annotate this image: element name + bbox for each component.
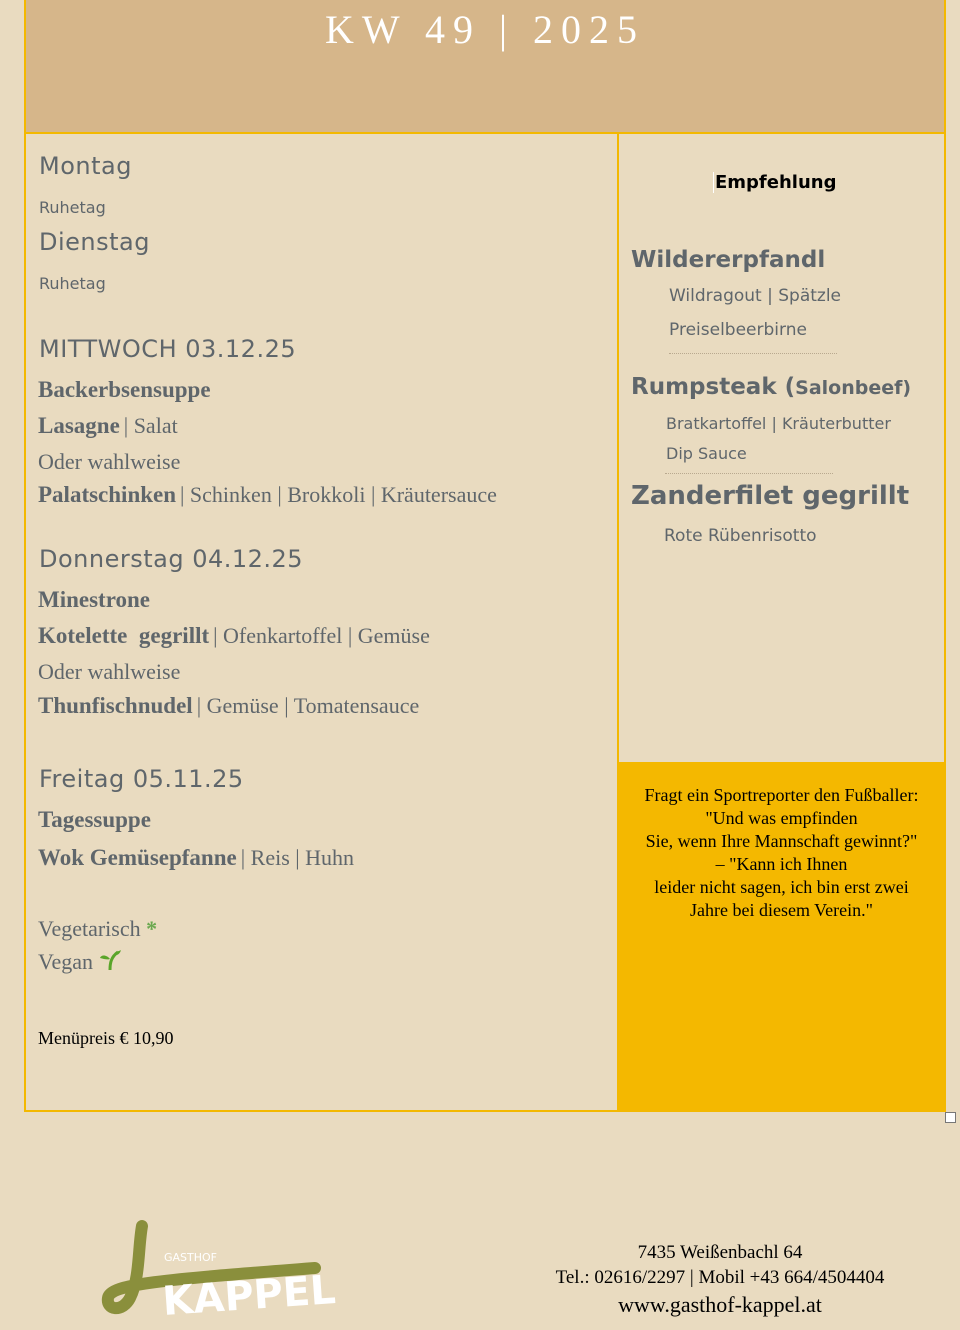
divider bbox=[669, 353, 837, 354]
recommendation-heading: Empfehlung bbox=[715, 172, 837, 193]
menu-price: Menüpreis € 10,90 bbox=[38, 1028, 174, 1048]
legend-vegetarian: Vegetarisch bbox=[38, 916, 141, 941]
weekly-menu bbox=[26, 134, 619, 1110]
phone: Tel.: 02616/2297 | Mobil +43 664/4504404 bbox=[555, 1267, 885, 1288]
rec-line: Dip Sauce bbox=[666, 444, 747, 463]
joke-line: Sie, wenn Ihre Mannschaft gewinnt?" bbox=[645, 831, 918, 851]
thu-alt: Oder wahlweise bbox=[38, 659, 181, 684]
rec-title-1: Wildererpfandl bbox=[631, 247, 826, 273]
thu-main2-sides: | Gemüse | Tomatensauce bbox=[196, 693, 420, 718]
rec-line: Preiselbeerbirne bbox=[669, 320, 807, 340]
day-tuesday-note: Ruhetag bbox=[39, 274, 106, 293]
resize-handle[interactable] bbox=[945, 1112, 956, 1123]
day-monday-note: Ruhetag bbox=[39, 198, 106, 217]
week-title: KW 49 | 2025 bbox=[325, 7, 645, 52]
website-link[interactable]: www.gasthof-kappel.at bbox=[618, 1292, 822, 1317]
divider bbox=[665, 473, 833, 474]
menu-frame bbox=[24, 0, 946, 1112]
rec-line: Bratkartoffel | Kräuterbutter bbox=[666, 414, 891, 433]
wed-main2: Palatschinken bbox=[38, 482, 177, 507]
thu-main1: Kotelette gegrillt bbox=[38, 623, 210, 648]
rec-title-3: Zanderfilet gegrillt bbox=[631, 481, 910, 511]
day-thursday: Donnerstag 04.12.25 bbox=[39, 545, 304, 573]
joke-line: Fragt ein Sportreporter den Fußballer: bbox=[644, 785, 919, 805]
rec-line: Rote Rübenrisotto bbox=[664, 526, 817, 546]
fri-main1: Wok Gemüsepfanne bbox=[38, 845, 237, 870]
day-wednesday: MITTWOCH 03.12.25 bbox=[39, 335, 297, 363]
day-friday: Freitag 05.11.25 bbox=[39, 765, 244, 793]
logo-big-text: KAPPEL bbox=[161, 1267, 338, 1325]
joke-line: – "Kann ich Ihnen bbox=[715, 854, 848, 874]
joke-line: Jahre bei diesem Verein." bbox=[690, 900, 873, 920]
fri-main1-sides: | Reis | Huhn bbox=[240, 845, 355, 870]
wed-main2-sides: | Schinken | Brokkoli | Kräutersauce bbox=[180, 482, 497, 507]
joke-box bbox=[619, 762, 944, 1110]
wed-main1: Lasagne bbox=[38, 413, 120, 438]
thu-main1-sides: | Ofenkartoffel | Gemüse bbox=[213, 623, 430, 648]
day-monday: Montag bbox=[39, 152, 132, 180]
asterisk-icon: * bbox=[146, 916, 158, 941]
wed-main1-sides: | Salat bbox=[123, 413, 178, 438]
wed-alt: Oder wahlweise bbox=[38, 449, 181, 474]
gasthof-kappel-logo bbox=[100, 1218, 340, 1326]
logo-small-text: GASTHOF bbox=[164, 1251, 218, 1264]
legend-vegan: Vegan bbox=[38, 949, 93, 974]
footer-contact bbox=[520, 1240, 920, 1317]
fri-soup: Tagessuppe bbox=[38, 807, 151, 832]
thu-main2: Thunfischnudel bbox=[38, 693, 193, 718]
header bbox=[26, 0, 944, 134]
joke-line: "Und was empfinden bbox=[705, 808, 858, 828]
thu-soup: Minestrone bbox=[38, 587, 151, 612]
rec-title-2-small: Salonbeef) bbox=[795, 377, 912, 399]
rec-title-2: Rumpsteak ( bbox=[631, 374, 796, 400]
joke-line: leider nicht sagen, ich bin erst zwei bbox=[654, 877, 909, 897]
address: 7435 Weißenbachl 64 bbox=[637, 1242, 803, 1263]
rec-line: Wildragout | Spätzle bbox=[669, 286, 842, 306]
wed-soup: Backerbsensuppe bbox=[38, 377, 211, 402]
recommendation-panel bbox=[619, 134, 944, 762]
day-tuesday: Dienstag bbox=[39, 228, 150, 256]
sprout-icon bbox=[98, 949, 122, 971]
